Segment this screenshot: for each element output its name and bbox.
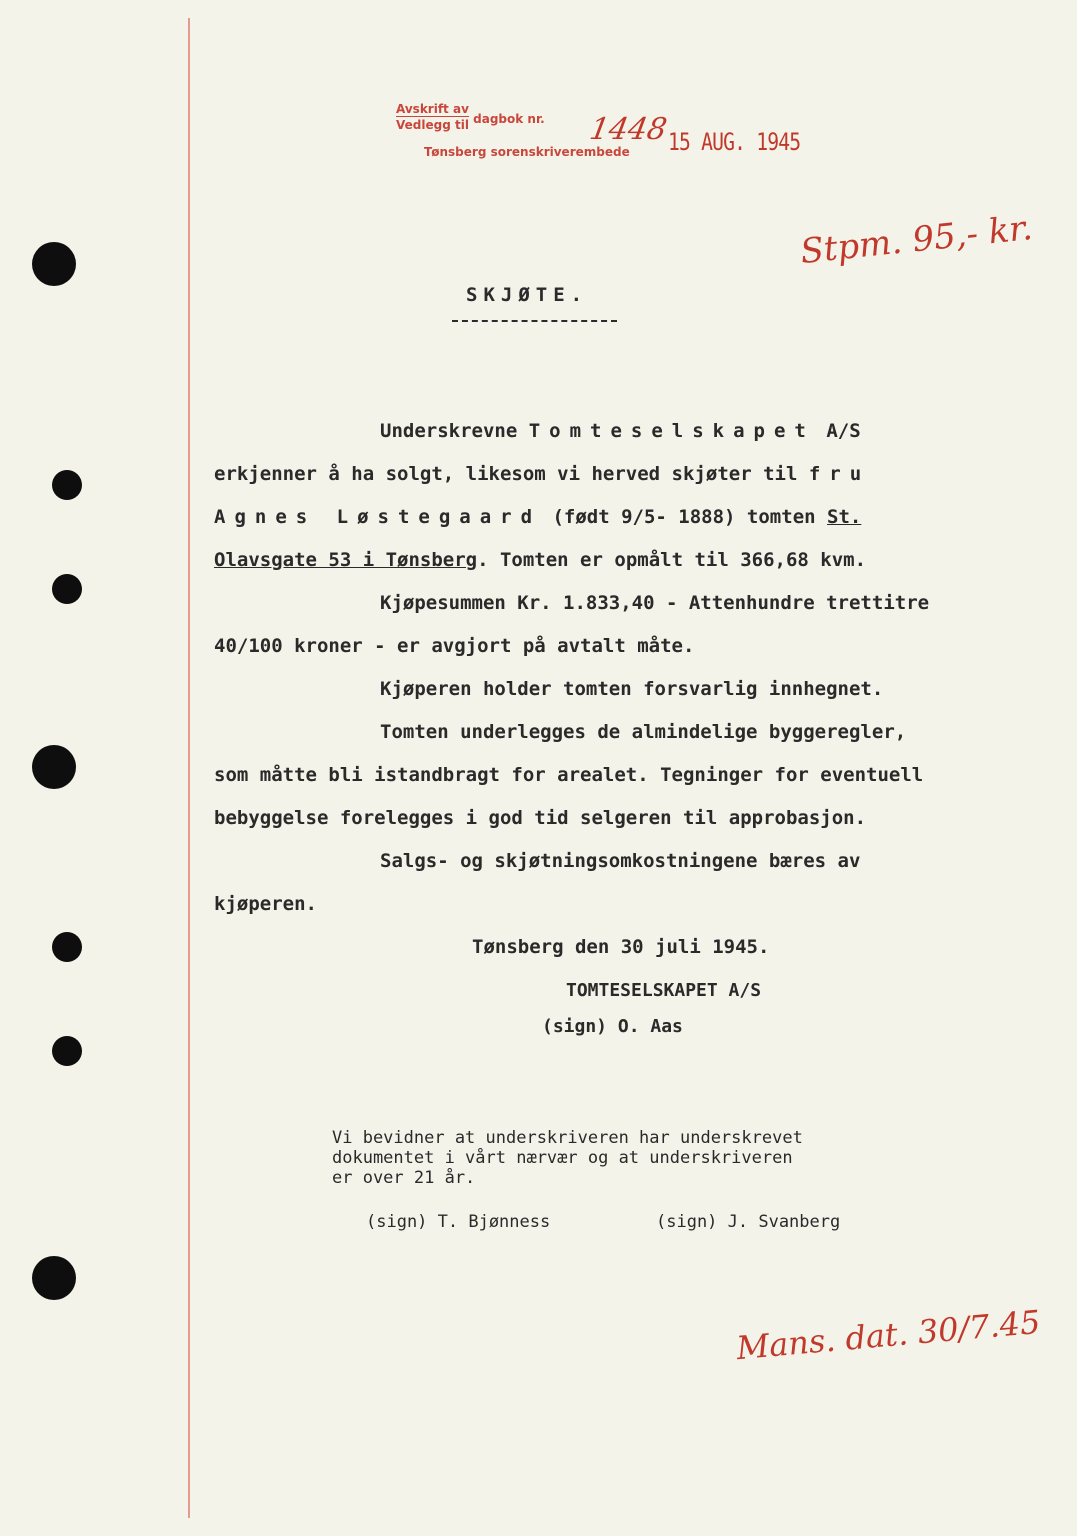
punch-hole: [52, 932, 82, 962]
body-line: Kjøperen holder tomten forsvarlig innhegnet.: [380, 678, 884, 700]
body-line: Agnes Løstegaard (født 9/5- 1888) tomten St.: [214, 506, 862, 528]
handwritten-note: Mans. dat. 30/7.45: [734, 1302, 1042, 1368]
deed-body: [214, 410, 1004, 969]
journal-number: 1448: [586, 112, 670, 147]
handwritten-fee: Stpm. 95,- kr.: [798, 207, 1035, 273]
body-line: Olavsgate 53 i Tønsberg. Tomten er opmålt til 366,68 kvm.: [214, 549, 867, 571]
witness-signature-1: (sign) T. Bjønness: [366, 1212, 551, 1232]
stamp-date: 15 AUG. 1945: [668, 128, 801, 156]
body-line: som måtte bli istandbragt for arealet. Tegninger for eventuell: [214, 764, 924, 786]
body-line: erkjenner å ha solgt, likesom vi herved skjøter til fru: [214, 463, 871, 485]
witness-signature-2: (sign) J. Svanberg: [656, 1212, 841, 1232]
stamp-line-1: Avskrift av: [396, 102, 469, 116]
title-underline: [452, 320, 617, 322]
punch-hole: [52, 1036, 82, 1066]
punch-hole: [32, 242, 76, 286]
document-title: SKJØTE.: [466, 284, 589, 306]
company-name: TOMTESELSKAPET A/S: [566, 980, 762, 1001]
body-line: kjøperen.: [214, 893, 317, 915]
body-line: bebyggelse forelegges i god tid selgeren til approbasjon.: [214, 807, 867, 829]
signature: (sign) O. Aas: [542, 1016, 683, 1037]
margin-line: [188, 18, 190, 1518]
witness-statement: Vi bevidner at underskriveren har underskrevet dokumentet i vårt nærvær og at underskriveren er over 21 år.: [332, 1128, 803, 1188]
stamp-office: Tønsberg sorenskriverembede: [424, 145, 630, 159]
body-line: 40/100 kroner - er avgjort på avtalt måte.: [214, 635, 695, 657]
punch-hole: [52, 470, 82, 500]
date-line: Tønsberg den 30 juli 1945.: [472, 936, 770, 958]
body-line: Kjøpesummen Kr. 1.833,40 - Attenhundre trettitre: [380, 592, 930, 614]
stamp-line-2: Vedlegg til dagbok nr.: [396, 112, 545, 132]
body-line: Underskrevne Tomteselskapet A/S: [380, 420, 861, 442]
body-line: Tomten underlegges de almindelige byggeregler,: [380, 721, 907, 743]
body-line: Salgs- og skjøtningsomkostningene bæres av: [380, 850, 861, 872]
punch-hole: [32, 745, 76, 789]
punch-hole: [52, 574, 82, 604]
punch-hole: [32, 1256, 76, 1300]
